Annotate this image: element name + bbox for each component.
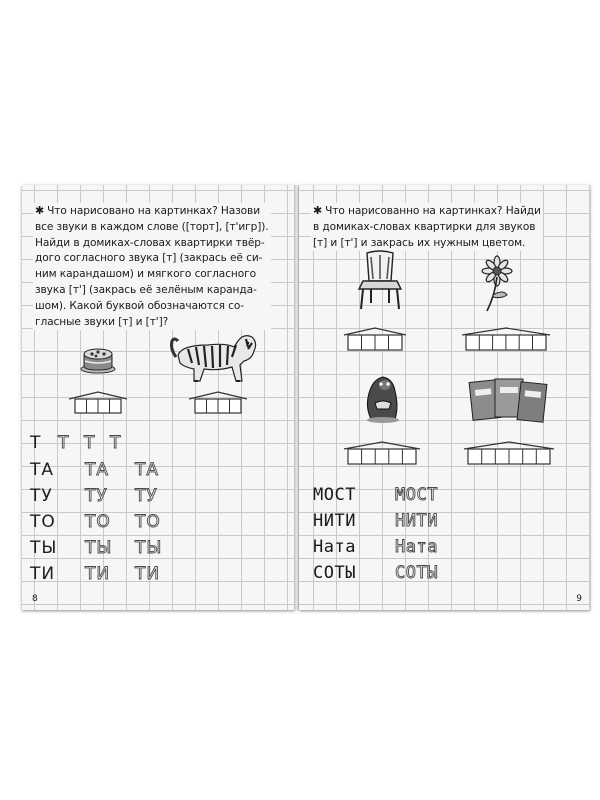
word-row-soty [313, 563, 438, 583]
word-dotted: НИТИ [395, 511, 438, 531]
word-dotted: МОСТ [395, 485, 438, 505]
right-task-line-2: в домиках-словах квартирки для звуков [313, 220, 536, 233]
tracing-row-tu [30, 486, 185, 506]
notebooks-icon [467, 375, 549, 427]
tracing-dotted: ТА [135, 460, 160, 480]
flower-icon [477, 255, 517, 313]
word-house-left-2 [188, 391, 248, 415]
chair-icon [357, 249, 403, 311]
tracing-row-t [30, 433, 136, 453]
star-icon: ✱ [313, 204, 323, 217]
tracing-row-ta [30, 460, 185, 480]
star-icon: ✱ [35, 204, 45, 217]
tracing-sample: ТУ [30, 486, 53, 506]
word-house-right-1 [343, 327, 407, 353]
word-row-most [313, 485, 438, 505]
left-page [22, 185, 295, 610]
tracing-dotted: ТУ [85, 486, 108, 506]
right-task-line-1: ✱ Что нарисованно на картинках? Найди [313, 204, 541, 217]
page-number-right: 9 [576, 594, 582, 604]
tracing-sample: Т [30, 433, 42, 453]
tracing-dotted: ТИ [85, 564, 111, 584]
tracing-dotted: ТО [85, 512, 111, 532]
tracing-dotted: ТУ [135, 486, 158, 506]
right-task-line-3: [т] и [т'] и закрась их нужным цветом. [313, 236, 526, 249]
left-task-line-7: шом). Какой буквой обозначаются со- [35, 299, 244, 312]
word-sample: МОСТ [313, 485, 356, 505]
word-house-right-2 [461, 327, 551, 353]
page-number-left: 8 [32, 594, 38, 604]
word-row-niti [313, 511, 438, 531]
tracing-sample: ТА [30, 460, 55, 480]
tracing-sample: ТИ [30, 564, 56, 584]
left-task-text [33, 203, 271, 330]
word-house-left-1 [68, 391, 128, 415]
word-dotted: СОТЫ [395, 563, 438, 583]
left-task-line-3: Найди в домиках-словах квартирки твёр- [35, 236, 265, 249]
left-task-line-8: гласные звуки [т] и [т']? [35, 315, 169, 328]
tracing-dotted: ТО [135, 512, 161, 532]
tracing-row-to [30, 512, 185, 532]
word-sample: Ната [313, 537, 356, 557]
left-task-line-1: ✱ Что нарисовано на картинках? Назови [35, 204, 260, 217]
left-task-line-6: звука [т'] (закрась её зелёным каранда- [35, 283, 257, 296]
tracing-dotted: Т [58, 433, 70, 453]
tracing-dotted: Т [110, 433, 122, 453]
word-dotted: Ната [395, 537, 438, 557]
word-house-right-3 [343, 441, 421, 467]
tracing-row-ti [30, 564, 185, 584]
tracing-dotted: ТА [85, 460, 110, 480]
word-sample: НИТИ [313, 511, 356, 531]
book-spread [22, 185, 590, 610]
tracing-row-ty [30, 538, 185, 558]
word-row-nata [313, 537, 438, 557]
tracing-sample: ТО [30, 512, 56, 532]
cake-icon [78, 342, 118, 374]
tracing-dotted: Т [84, 433, 96, 453]
tracing-dotted: ТЫ [135, 538, 163, 558]
right-task-text [311, 203, 543, 251]
left-task-line-2: все звуки в каждом слове ([торт], [т'игр]). [35, 220, 269, 233]
tracing-sample: ТЫ [30, 538, 58, 558]
tracing-dotted: ТИ [135, 564, 161, 584]
tiger-icon [168, 327, 260, 385]
word-sample: СОТЫ [313, 563, 356, 583]
mole-icon [361, 373, 405, 425]
word-house-right-4 [463, 441, 555, 467]
left-task-line-5: ним карандашом) и мягкого согласного [35, 268, 256, 281]
tracing-dotted: ТЫ [85, 538, 113, 558]
right-page [299, 185, 590, 610]
left-task-line-4: дого согласного звука [т] (закрась её си- [35, 252, 263, 265]
